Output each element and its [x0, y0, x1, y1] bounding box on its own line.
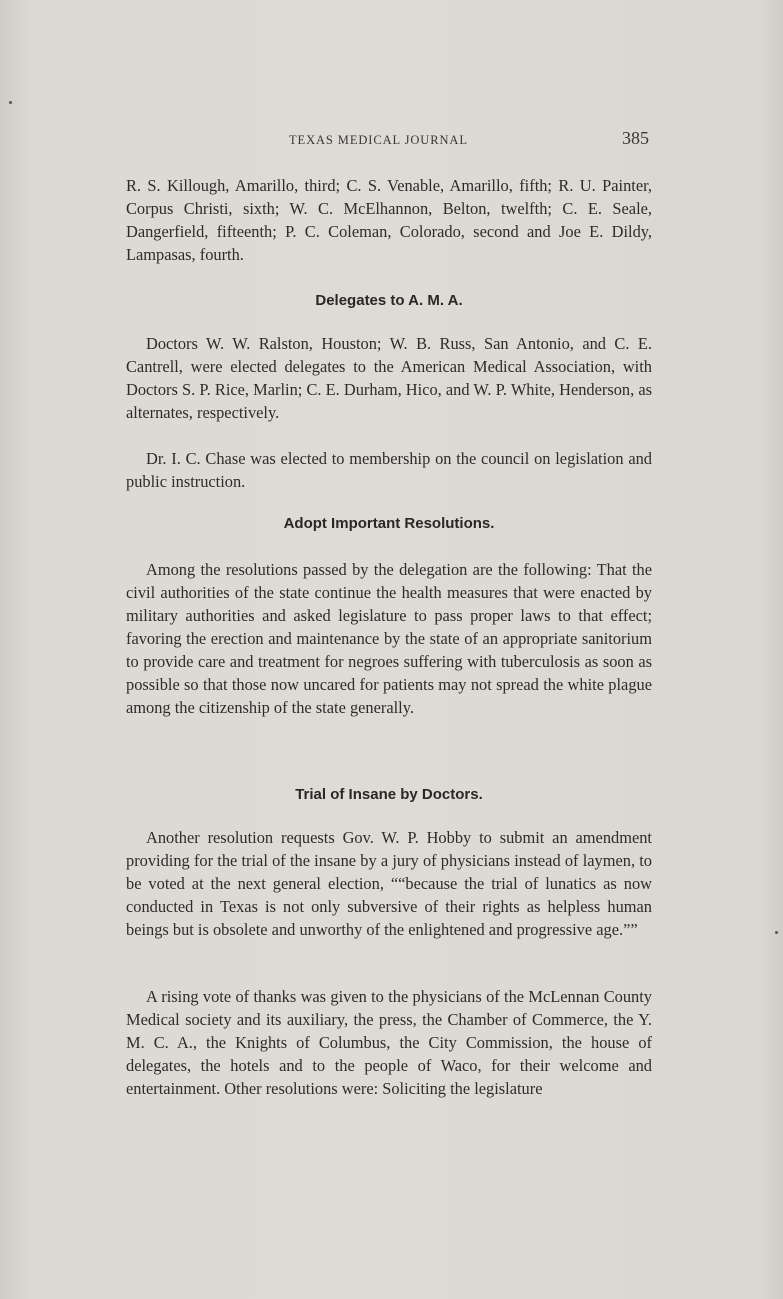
heading-delegates: Delegates to A. M. A. — [315, 292, 463, 309]
page-number: 385 — [622, 128, 649, 148]
heading-resolutions: Adopt Important Resolutions. — [283, 515, 495, 532]
paragraph-resolutions: Among the resolutions passed by the delegation are the following: That the civil authorities of the state continue the health measures that were enacted by military authorities and asked legislature to pass proper laws to that effect; favoring the erection and maintenance by the state of an appropriate sanitorium to provide care and treatment for negroes suffering with tuberculosis as soon as possible so that those now uncared for patients may not spread the white plague among the citizenship of the state generally. — [126, 560, 652, 717]
paragraph-vote-of-thanks: A rising vote of thanks was given to the physicians of the McLennan County Medical society and its auxiliary, the press, the Chamber of Commerce, the Y. M. C. A., the Knights of Columbus, the City Commission, the house of delegates, the hotels and to the people of Waco, for their welcome and entertainment. Other resolutions were: Soliciting the legislature — [126, 987, 652, 1098]
running-head: TEXAS MEDICAL JOURNAL — [289, 133, 468, 147]
heading-trial-of-insane: Trial of Insane by Doctors. — [295, 786, 483, 803]
scan-speck — [9, 101, 12, 104]
scan-speck — [775, 931, 778, 934]
paragraph-trial-of-insane: Another resolution requests Gov. W. P. Hobby to submit an amendment providing for the trial of the insane by a jury of physicians instead of laymen, to be voted at the next general election, ““because the trial of lunatics as now conducted in Texas is not only subversive of their rights as helpless human beings but is obsolete and unworthy of the enlightened and progressive age.”” — [126, 828, 652, 939]
paragraph-council-membership: Dr. I. C. Chase was elected to membership on the council on legislation and public instruction. — [126, 449, 652, 491]
paragraph-delegates: Doctors W. W. Ralston, Houston; W. B. Russ, San Antonio, and C. E. Cantrell, were elected delegates to the American Medical Association, with Doctors S. P. Rice, Marlin; C. E. Durham, Hico, and W. P. White, Henderson, as alternates, respectively. — [126, 334, 652, 422]
paragraph-district-councilors: R. S. Killough, Amarillo, third; C. S. Venable, Amarillo, fifth; R. U. Painter, Corpus Christi, sixth; W. C. McElhannon, Belton, twelfth; C. E. Seale, Dangerfield, fifteenth; P. C. Coleman, Colorado, second and Joe E. Dildy, Lampasas, fourth. — [126, 176, 652, 264]
